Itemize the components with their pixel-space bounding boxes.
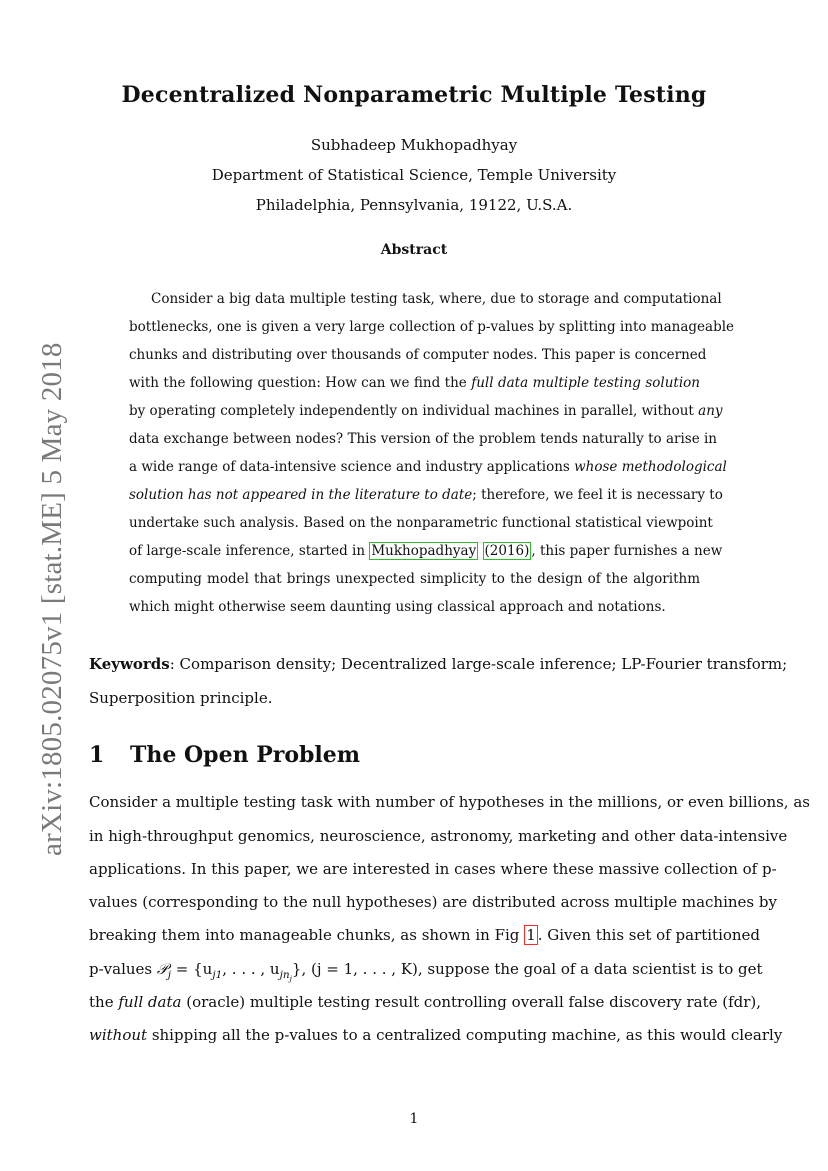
body-text: p-values bbox=[89, 960, 153, 978]
abstract-heading: Abstract bbox=[380, 242, 448, 258]
abstract-line: Consider a big data multiple testing task, where, due to storage and computational bbox=[151, 291, 722, 307]
figure-reference-link[interactable]: 1 bbox=[526, 926, 536, 944]
abstract-emphasis: any bbox=[698, 403, 723, 419]
abstract-line: bottlenecks, one is given a very large collection of p-values by splitting into manageable bbox=[129, 319, 735, 335]
abstract-line: chunks and distributing over thousands of computer nodes. This paper is concerned bbox=[129, 347, 707, 363]
body-line bbox=[89, 993, 762, 1011]
abstract-text: , this paper furnishes a new bbox=[531, 543, 723, 559]
body-text: breaking them into manageable chunks, as shown in Fig bbox=[89, 926, 520, 944]
math-text: }, (j = 1, . . . , K), suppose the goal of a data scientist is to get bbox=[291, 960, 763, 978]
abstract-text: of large-scale inference, started in bbox=[129, 543, 366, 559]
abstract-emphasis: solution has not appeared in the literature to date bbox=[129, 487, 473, 503]
author-name: Subhadeep Mukhopadhyay bbox=[310, 136, 518, 154]
body-line: in high-throughput genomics, neuroscience, astronomy, marketing and other data-intensive bbox=[89, 827, 788, 845]
abstract-text: a wide range of data-intensive science and industry applications bbox=[129, 459, 570, 475]
math-symbol-p: 𝒫 bbox=[156, 960, 168, 978]
abstract-line bbox=[129, 487, 723, 503]
math-subscript: j1 bbox=[212, 969, 223, 981]
math-subscript: j bbox=[167, 969, 171, 981]
abstract-line bbox=[129, 459, 727, 475]
page-number: 1 bbox=[409, 1111, 419, 1127]
keywords-label: Keywords bbox=[89, 655, 170, 673]
citation-link-author[interactable]: Mukhopadhyay bbox=[371, 543, 477, 559]
section-number: 1 bbox=[89, 742, 105, 768]
abstract-text: by operating completely independently on individual machines in parallel, without bbox=[129, 403, 694, 419]
body-emphasis: full data bbox=[118, 993, 182, 1011]
body-text: the bbox=[89, 993, 114, 1011]
body-text: shipping all the p-values to a centralized computing machine, as this would clearly bbox=[151, 1026, 783, 1044]
abstract-line: computing model that brings unexpected simplicity to the design of the algorithm bbox=[129, 571, 700, 587]
body-line bbox=[89, 960, 763, 984]
keywords-text: : Comparison density; Decentralized large-scale inference; LP-Fourier transform; bbox=[169, 655, 788, 673]
body-line: Consider a multiple testing task with number of hypotheses in the millions, or even billions, as bbox=[89, 793, 810, 811]
abstract-emphasis: whose methodological bbox=[574, 459, 727, 475]
body-line: values (corresponding to the null hypotheses) are distributed across multiple machines by bbox=[89, 893, 777, 911]
math-subscript: j bbox=[289, 974, 292, 984]
abstract-emphasis: full data multiple testing solution bbox=[471, 375, 700, 391]
abstract-line: which might otherwise seem daunting using classical approach and notations. bbox=[129, 599, 666, 615]
abstract-text: with the following question: How can we find the bbox=[129, 375, 467, 391]
body-emphasis: without bbox=[89, 1026, 148, 1044]
author-address: Philadelphia, Pennsylvania, 19122, U.S.A. bbox=[255, 196, 573, 214]
body-line: applications. In this paper, we are interested in cases where these massive collection of p- bbox=[89, 860, 777, 878]
section-heading bbox=[89, 742, 360, 768]
paper-title: Decentralized Nonparametric Multiple Testing bbox=[121, 82, 707, 108]
body-line bbox=[89, 1026, 783, 1044]
body-text: (oracle) multiple testing result controlling overall false discovery rate (fdr), bbox=[186, 993, 762, 1011]
keywords-line: Superposition principle. bbox=[89, 689, 273, 707]
keywords-line bbox=[89, 655, 788, 673]
abstract-line: undertake such analysis. Based on the nonparametric functional statistical viewpoint bbox=[129, 515, 713, 531]
abstract-line bbox=[129, 375, 700, 391]
math-subscript: jn bbox=[279, 969, 290, 981]
abstract-line bbox=[129, 403, 723, 419]
author-department: Department of Statistical Science, Temple University bbox=[211, 166, 617, 184]
body-text: . Given this set of partitioned bbox=[537, 926, 761, 944]
arxiv-identifier-stamp: arXiv:1805.02075v1 [stat.ME] 5 May 2018 bbox=[36, 342, 68, 856]
abstract-line bbox=[129, 543, 723, 559]
abstract-text: ; therefore, we feel it is necessary to bbox=[472, 487, 723, 503]
section-title: The Open Problem bbox=[130, 742, 361, 768]
body-line bbox=[89, 926, 761, 944]
citation-link-year[interactable]: (2016) bbox=[484, 543, 530, 559]
abstract-line: data exchange between nodes? This version of the problem tends naturally to arise in bbox=[129, 431, 717, 447]
math-expression bbox=[156, 960, 763, 984]
math-text: = {u bbox=[171, 960, 213, 978]
math-text: , . . . , u bbox=[222, 960, 280, 978]
